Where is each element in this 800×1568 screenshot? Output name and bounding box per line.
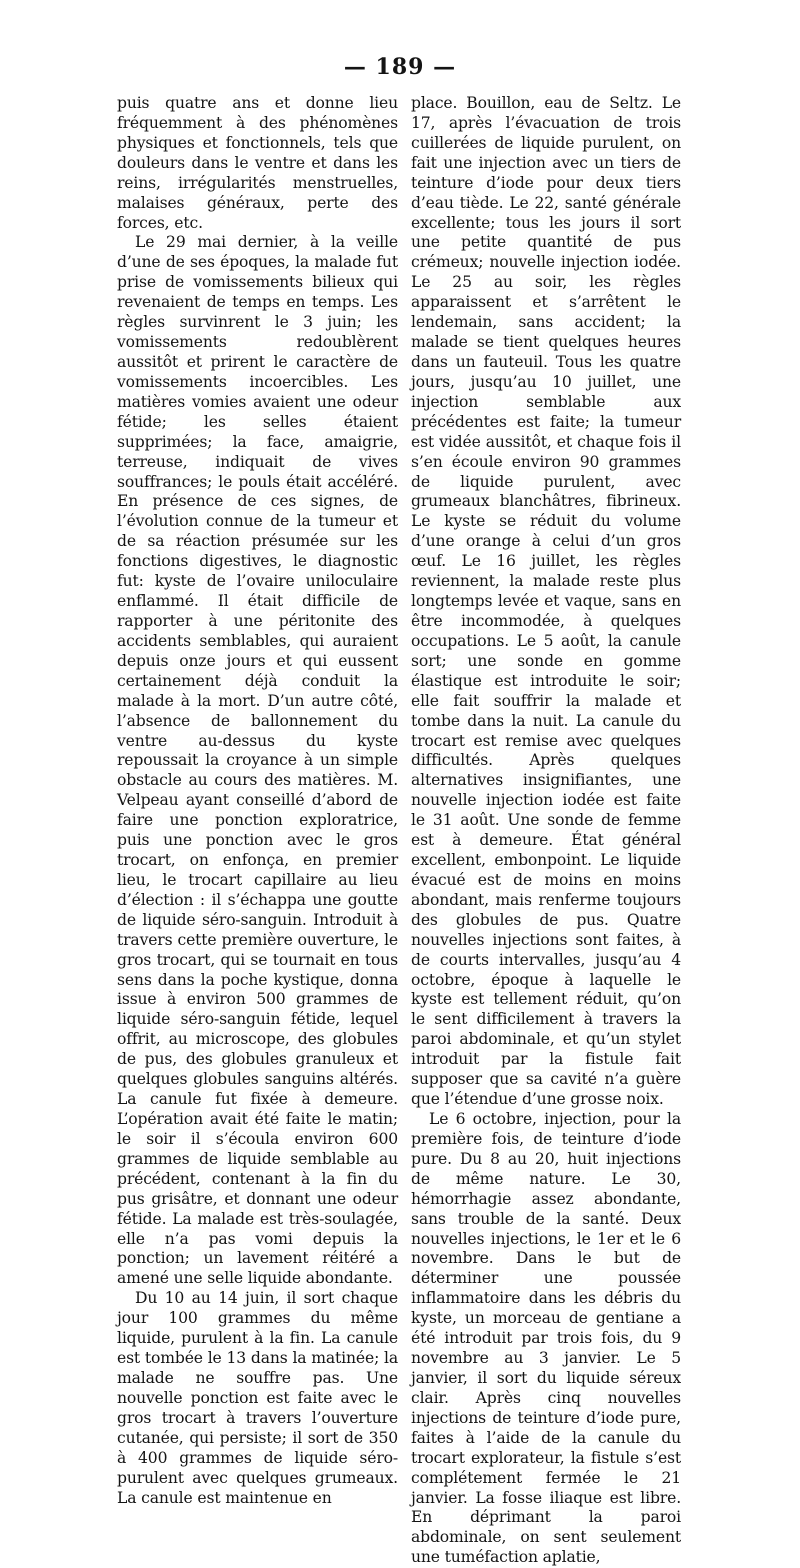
left-column: [117, 94, 398, 1508]
page-number: — 189 —: [343, 54, 457, 80]
right-column: [411, 94, 681, 1568]
paragraph: Du 10 au 14 juin, il sort chaque jour 100 grammes du même liquide, purulent à la fin. La canule est tombée le 13 dans la matinée; la malade ne souffre pas. Une nouvelle ponction est faite avec le gros trocart à travers l’ouverture cutanée, qui persiste; il sort de 350 à 400 grammes de liquide séro-purulent avec quelques grumeaux. La canule est maintenue en: [117, 1289, 398, 1507]
paragraph: puis quatre ans et donne lieu fréquemment à des phénomènes physiques et fonctionnels, tels que douleurs dans le ventre et dans les reins, irrégularités menstruelles, malaises généraux, perte des forces, etc.: [117, 94, 398, 232]
paragraph: Le 6 octobre, injection, pour la première fois, de teinture d’iode pure. Du 8 au 20, huit injections de même nature. Le 30, hémorrhagie assez abondante, sans trouble de la santé. Deux nouvelles injections, le 1er et le 6 novembre. Dans le but de déterminer une poussée inflammatoire dans les débris du kyste, un morceau de gentiane a été introduit par trois fois, du 9 novembre au 3 janvier. Le 5 janvier, il sort du liquide séreux clair. Après cinq nouvelles injections de teinture d’iode pure, faites à l’aide de la canule du trocart explorateur, la fistule s’est complétement fermée le 21 janvier. La fosse iliaque est libre. En déprimant la paroi abdominale, on sent seulement une tuméfaction aplatie,: [411, 1110, 681, 1567]
paragraph: place. Bouillon, eau de Seltz. Le 17, après l’évacuation de trois cuillerées de liquide purulent, on fait une injection avec un tiers de teinture d’iode pour deux tiers d’eau tiède. Le 22, santé générale excellente; tous les jours il sort une petite quantité de pus crémeux; nouvelle injection iodée. Le 25 au soir, les règles apparaissent et s’arrêtent le lendemain, sans accident; la malade se tient quelques heures dans un fauteuil. Tous les quatre jours, jusqu’au 10 juillet, une injection semblable aux précédentes est faite; la tumeur est vidée aussitôt, et chaque fois il s’en écoule environ 90 grammes de liquide purulent, avec grumeaux blanchâtres, fibrineux. Le kyste se réduit du volume d’une orange à celui d’un gros œuf. Le 16 juillet, les règles reviennent, la malade reste plus longtemps levée et vaque, sans en être incommodée, à quelques occupations. Le 5 août, la canule sort; une sonde en gomme élastique est introduite le soir; elle fait souffrir la malade et tombe dans la nuit. La canule du trocart est remise avec quelques difficultés. Après quelques alternatives insignifiantes, une nouvelle injection iodée est faite le 31 août. Une sonde de femme est à demeure. État général excellent, embonpoint. Le liquide évacué est de moins en moins abondant, mais renferme toujours des globules de pus. Quatre nouvelles injections sont faites, à de courts intervalles, jusqu’au 4 octobre, époque à laquelle le kyste est tellement réduit, qu’on le sent difficilement à travers la paroi abdominale, et qu’un stylet introduit par la fistule fait supposer que sa cavité n’a guère que l’étendue d’une grosse noix.: [411, 94, 681, 1109]
paragraph: Le 29 mai dernier, à la veille d’une de ses époques, la malade fut prise de vomissements bilieux qui revenaient de temps en temps. Les règles survinrent le 3 juin; les vomissements redoublèrent aussitôt et prirent le caractère de vomissements incoercibles. Les matières vomies avaient une odeur fétide; les selles étaient supprimées; la face, amaigrie, terreuse, indiquait de vives souffrances; le pouls était accéléré. En présence de ces signes, de l’évolution connue de la tumeur et de sa réaction présumée sur les fonctions digestives, le diagnostic fut: kyste de l’ovaire uniloculaire enflammé. Il était difficile de rapporter à une péritonite des accidents semblables, qui auraient depuis onze jours et qui eussent certainement déjà conduit la malade à la mort. D’un autre côté, l’absence de ballonnement du ventre au-dessus du kyste repoussait la croyance à un simple obstacle au cours des matières. M. Velpeau ayant conseillé d’abord de faire une ponction exploratrice, puis une ponction avec le gros trocart, on enfonça, en premier lieu, le trocart capillaire au lieu d’élection : il s’échappa une goutte de liquide séro-sanguin. Introduit à travers cette première ouverture, le gros trocart, qui se tournait en tous sens dans la poche kystique, donna issue à environ 500 grammes de liquide séro-sanguin fétide, lequel offrit, au microscope, des globules de pus, des globules granuleux et quelques globules sanguins altérés. La canule fut fixée à demeure. L’opération avait été faite le matin; le soir il s’écoula environ 600 grammes de liquide semblable au précédent, contenant à la fin du pus grisâtre, et donnant une odeur fétide. La malade est très-soulagée, elle n’a pas vomi depuis la ponction; un lavement réitéré a amené une selle liquide abondante.: [117, 233, 398, 1288]
